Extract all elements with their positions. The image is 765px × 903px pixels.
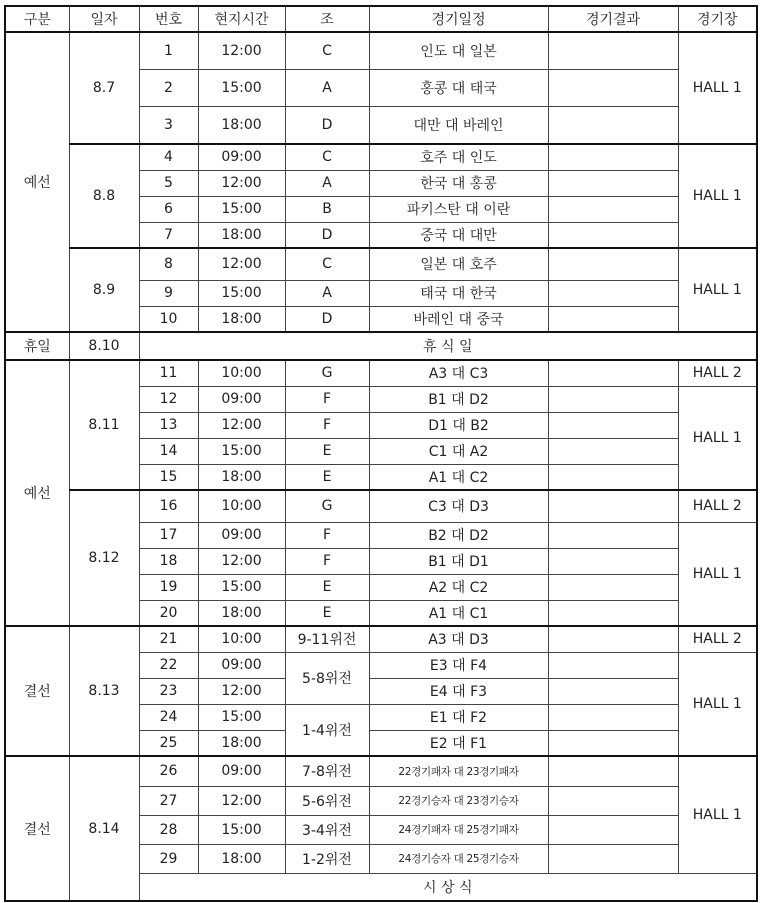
table-row bbox=[5, 32, 757, 69]
match-number: 5 bbox=[139, 170, 198, 196]
match-result bbox=[548, 360, 678, 386]
match-result bbox=[548, 412, 678, 438]
match-teams: 태국 대 한국 bbox=[369, 280, 548, 306]
date-cell: 8.13 bbox=[69, 626, 139, 756]
match-time: 15:00 bbox=[198, 815, 285, 844]
header-date: 일자 bbox=[69, 6, 139, 32]
match-group: E bbox=[285, 438, 369, 464]
match-teams: 한국 대 홍콩 bbox=[369, 170, 548, 196]
match-group: D bbox=[285, 306, 369, 332]
table-row bbox=[5, 360, 757, 386]
match-teams: A2 대 C2 bbox=[369, 574, 548, 600]
match-result bbox=[548, 106, 678, 144]
match-time: 15:00 bbox=[198, 196, 285, 222]
match-result bbox=[548, 464, 678, 490]
match-teams: D1 대 B2 bbox=[369, 412, 548, 438]
match-number: 24 bbox=[139, 704, 198, 730]
match-number: 13 bbox=[139, 412, 198, 438]
match-teams: E4 대 F3 bbox=[369, 678, 548, 704]
match-number: 28 bbox=[139, 815, 198, 844]
table-row bbox=[5, 626, 757, 652]
venue-cell: HALL 2 bbox=[678, 626, 757, 652]
header-match: 경기일정 bbox=[369, 6, 548, 32]
match-result bbox=[548, 815, 678, 844]
match-teams: 홍콩 대 태국 bbox=[369, 69, 548, 106]
match-result bbox=[548, 490, 678, 522]
header-row bbox=[5, 6, 757, 32]
match-group: B bbox=[285, 196, 369, 222]
match-teams: C3 대 D3 bbox=[369, 490, 548, 522]
match-group: D bbox=[285, 106, 369, 144]
match-time: 12:00 bbox=[198, 170, 285, 196]
match-number: 23 bbox=[139, 678, 198, 704]
match-result bbox=[548, 170, 678, 196]
match-group: 9-11위전 bbox=[285, 626, 369, 652]
match-time: 12:00 bbox=[198, 32, 285, 69]
venue-cell: HALL 2 bbox=[678, 490, 757, 522]
match-teams: 인도 대 일본 bbox=[369, 32, 548, 69]
match-result bbox=[548, 548, 678, 574]
match-number: 21 bbox=[139, 626, 198, 652]
match-group: F bbox=[285, 548, 369, 574]
match-number: 22 bbox=[139, 652, 198, 678]
match-time: 12:00 bbox=[198, 548, 285, 574]
date-cell: 8.7 bbox=[69, 32, 139, 144]
match-group: G bbox=[285, 360, 369, 386]
venue-cell: HALL 1 bbox=[678, 144, 757, 248]
match-group: G bbox=[285, 490, 369, 522]
category-cell: 예선 bbox=[5, 360, 69, 626]
match-result bbox=[548, 704, 678, 730]
match-time: 18:00 bbox=[198, 106, 285, 144]
match-number: 15 bbox=[139, 464, 198, 490]
table-row bbox=[5, 144, 757, 170]
match-result bbox=[548, 222, 678, 248]
match-time: 09:00 bbox=[198, 756, 285, 786]
match-teams: 일본 대 호주 bbox=[369, 248, 548, 280]
match-group: F bbox=[285, 522, 369, 548]
match-number: 2 bbox=[139, 69, 198, 106]
match-number: 27 bbox=[139, 786, 198, 815]
match-result bbox=[548, 844, 678, 873]
rest-day-label: 휴 식 일 bbox=[139, 332, 757, 360]
match-teams: A3 대 D3 bbox=[369, 626, 548, 652]
match-result bbox=[548, 306, 678, 332]
match-group: C bbox=[285, 32, 369, 69]
match-number: 16 bbox=[139, 490, 198, 522]
match-result bbox=[548, 756, 678, 786]
match-group: E bbox=[285, 464, 369, 490]
match-group: 7-8위전 bbox=[285, 756, 369, 786]
match-number: 1 bbox=[139, 32, 198, 69]
match-result bbox=[548, 32, 678, 69]
venue-cell: HALL 1 bbox=[678, 248, 757, 332]
venue-cell: HALL 1 bbox=[678, 386, 757, 490]
rest-day-row bbox=[5, 332, 757, 360]
match-teams: 호주 대 인도 bbox=[369, 144, 548, 170]
category-cell: 결선 bbox=[5, 756, 69, 901]
match-teams: 24경기승자 대 25경기승자 bbox=[369, 844, 548, 873]
match-time: 18:00 bbox=[198, 730, 285, 756]
match-time: 18:00 bbox=[198, 464, 285, 490]
venue-cell: HALL 2 bbox=[678, 360, 757, 386]
match-number: 29 bbox=[139, 844, 198, 873]
venue-cell: HALL 1 bbox=[678, 32, 757, 144]
match-teams: 중국 대 대만 bbox=[369, 222, 548, 248]
match-group: A bbox=[285, 69, 369, 106]
match-time: 10:00 bbox=[198, 626, 285, 652]
date-cell: 8.9 bbox=[69, 248, 139, 332]
match-number: 26 bbox=[139, 756, 198, 786]
table-row bbox=[5, 490, 757, 522]
match-teams: E1 대 F2 bbox=[369, 704, 548, 730]
category-cell: 예선 bbox=[5, 32, 69, 332]
match-result bbox=[548, 144, 678, 170]
match-time: 12:00 bbox=[198, 248, 285, 280]
match-number: 3 bbox=[139, 106, 198, 144]
match-number: 6 bbox=[139, 196, 198, 222]
category-cell: 휴일 bbox=[5, 332, 69, 360]
match-number: 7 bbox=[139, 222, 198, 248]
match-result bbox=[548, 678, 678, 704]
match-teams: E2 대 F1 bbox=[369, 730, 548, 756]
match-teams: B1 대 D1 bbox=[369, 548, 548, 574]
match-result bbox=[548, 600, 678, 626]
match-result bbox=[548, 574, 678, 600]
match-number: 10 bbox=[139, 306, 198, 332]
match-time: 09:00 bbox=[198, 652, 285, 678]
match-teams: A1 대 C1 bbox=[369, 600, 548, 626]
match-number: 4 bbox=[139, 144, 198, 170]
match-time: 12:00 bbox=[198, 412, 285, 438]
match-teams: 파키스탄 대 이란 bbox=[369, 196, 548, 222]
date-cell: 8.12 bbox=[69, 490, 139, 626]
match-group: F bbox=[285, 412, 369, 438]
match-teams: A1 대 C2 bbox=[369, 464, 548, 490]
match-time: 15:00 bbox=[198, 69, 285, 106]
match-group: 1-4위전 bbox=[285, 704, 369, 756]
date-cell: 8.10 bbox=[69, 332, 139, 360]
match-result bbox=[548, 626, 678, 652]
match-result bbox=[548, 280, 678, 306]
match-result bbox=[548, 522, 678, 548]
match-group: 5-8위전 bbox=[285, 652, 369, 704]
match-teams: B1 대 D2 bbox=[369, 386, 548, 412]
match-number: 17 bbox=[139, 522, 198, 548]
match-number: 18 bbox=[139, 548, 198, 574]
match-number: 9 bbox=[139, 280, 198, 306]
match-time: 18:00 bbox=[198, 600, 285, 626]
match-teams: 대만 대 바레인 bbox=[369, 106, 548, 144]
match-number: 8 bbox=[139, 248, 198, 280]
match-teams: A3 대 C3 bbox=[369, 360, 548, 386]
match-schedule-table bbox=[4, 5, 758, 902]
match-result bbox=[548, 69, 678, 106]
header-venue: 경기장 bbox=[678, 6, 757, 32]
match-result bbox=[548, 438, 678, 464]
match-time: 12:00 bbox=[198, 786, 285, 815]
match-number: 11 bbox=[139, 360, 198, 386]
venue-cell: HALL 1 bbox=[678, 522, 757, 626]
match-time: 18:00 bbox=[198, 222, 285, 248]
header-result: 경기결과 bbox=[548, 6, 678, 32]
venue-cell: HALL 1 bbox=[678, 652, 757, 756]
match-time: 09:00 bbox=[198, 386, 285, 412]
match-time: 12:00 bbox=[198, 678, 285, 704]
header-fragment bbox=[4, 0, 244, 3]
match-number: 12 bbox=[139, 386, 198, 412]
match-number: 14 bbox=[139, 438, 198, 464]
match-time: 10:00 bbox=[198, 490, 285, 522]
ceremony-label: 시 상 식 bbox=[139, 873, 757, 901]
match-result bbox=[548, 386, 678, 412]
match-number: 25 bbox=[139, 730, 198, 756]
match-teams: E3 대 F4 bbox=[369, 652, 548, 678]
header-category: 구분 bbox=[5, 6, 69, 32]
match-time: 10:00 bbox=[198, 360, 285, 386]
table-row bbox=[5, 248, 757, 280]
match-teams: 바레인 대 중국 bbox=[369, 306, 548, 332]
match-number: 19 bbox=[139, 574, 198, 600]
match-time: 15:00 bbox=[198, 574, 285, 600]
venue-cell: HALL 1 bbox=[678, 756, 757, 873]
match-group: A bbox=[285, 170, 369, 196]
category-cell: 결선 bbox=[5, 626, 69, 756]
match-result bbox=[548, 196, 678, 222]
match-time: 09:00 bbox=[198, 522, 285, 548]
header-number: 번호 bbox=[139, 6, 198, 32]
match-group: 5-6위전 bbox=[285, 786, 369, 815]
header-local-time: 현지시간 bbox=[198, 6, 285, 32]
match-time: 18:00 bbox=[198, 306, 285, 332]
date-cell: 8.8 bbox=[69, 144, 139, 248]
match-group: D bbox=[285, 222, 369, 248]
match-teams: C1 대 A2 bbox=[369, 438, 548, 464]
match-teams: 24경기패자 대 25경기패자 bbox=[369, 815, 548, 844]
match-teams: B2 대 D2 bbox=[369, 522, 548, 548]
match-group: 3-4위전 bbox=[285, 815, 369, 844]
date-cell: 8.14 bbox=[69, 756, 139, 901]
match-group: E bbox=[285, 600, 369, 626]
match-time: 15:00 bbox=[198, 280, 285, 306]
match-group: C bbox=[285, 248, 369, 280]
match-time: 09:00 bbox=[198, 144, 285, 170]
match-group: A bbox=[285, 280, 369, 306]
table-row bbox=[5, 756, 757, 786]
match-result bbox=[548, 248, 678, 280]
match-time: 18:00 bbox=[198, 844, 285, 873]
match-group: 1-2위전 bbox=[285, 844, 369, 873]
match-time: 15:00 bbox=[198, 438, 285, 464]
header-group: 조 bbox=[285, 6, 369, 32]
date-cell: 8.11 bbox=[69, 360, 139, 490]
match-teams: 22경기패자 대 23경기패자 bbox=[369, 756, 548, 786]
match-group: C bbox=[285, 144, 369, 170]
match-time: 15:00 bbox=[198, 704, 285, 730]
match-result bbox=[548, 730, 678, 756]
match-result bbox=[548, 786, 678, 815]
match-group: F bbox=[285, 386, 369, 412]
match-group: E bbox=[285, 574, 369, 600]
match-result bbox=[548, 652, 678, 678]
match-number: 20 bbox=[139, 600, 198, 626]
match-teams: 22경기승자 대 23경기승자 bbox=[369, 786, 548, 815]
